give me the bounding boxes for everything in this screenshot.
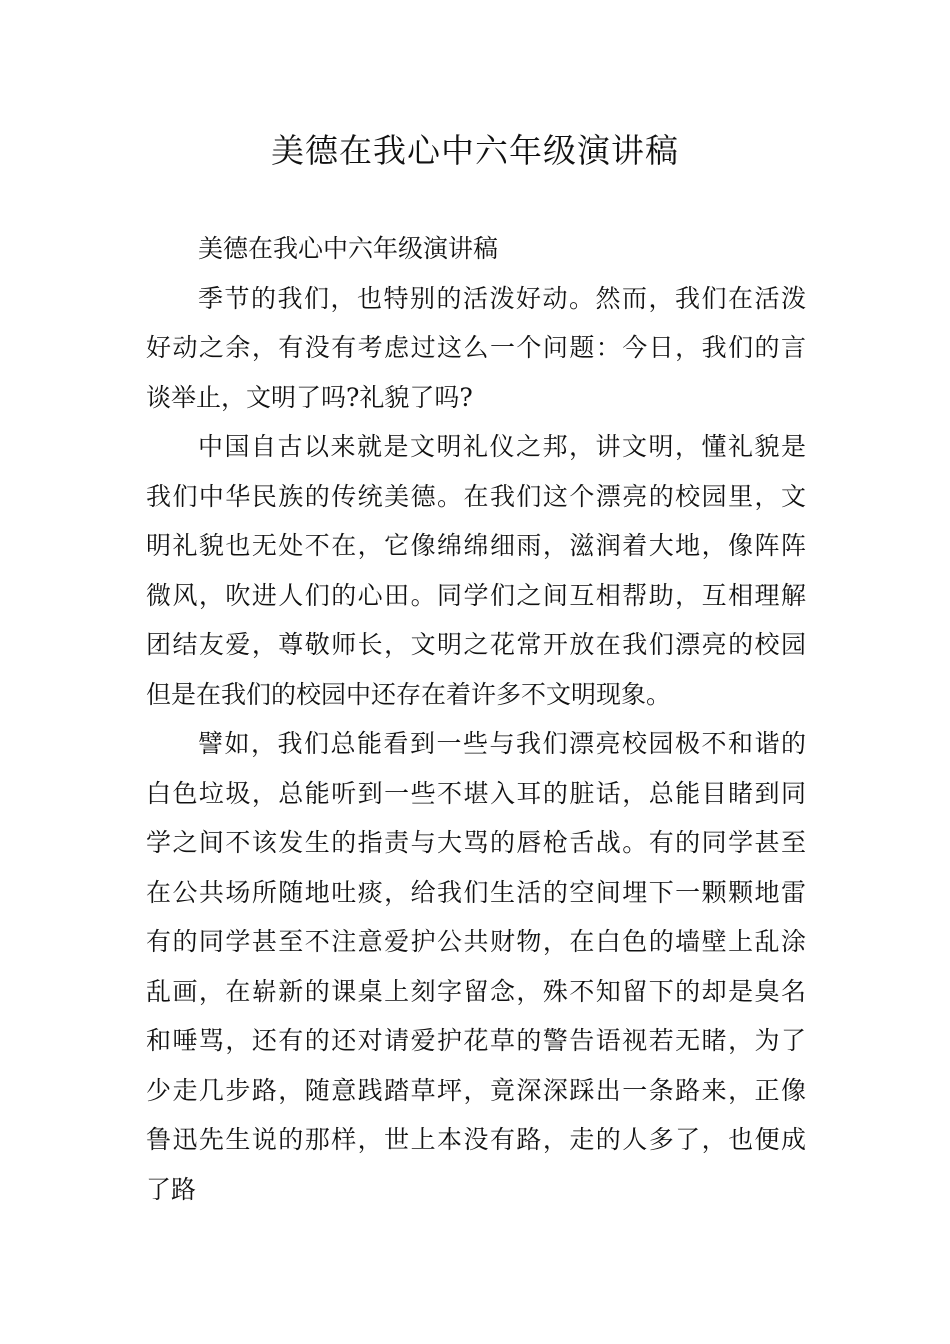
paragraph-line: 中国自古以来就是文明礼仪之邦，讲文明，懂礼貌是 bbox=[198, 432, 806, 461]
paragraph-line: 白色垃圾，总能听到一些不堪入耳的脏话，总能目睹到同 bbox=[146, 778, 806, 808]
paragraph-line: 谈举止，文明了吗?礼貌了吗? bbox=[146, 382, 473, 412]
paragraph-line: 学之间不该发生的指责与大骂的唇枪舌战。有的同学甚至 bbox=[146, 828, 806, 857]
paragraph-line: 乱画，在崭新的课桌上刻字留念，殊不知留下的却是臭名 bbox=[146, 976, 806, 1006]
paragraph-line: 在公共场所随地吐痰，给我们生活的空间埋下一颗颗地雷 bbox=[146, 877, 806, 907]
paragraph-line: 有的同学甚至不注意爱护公共财物，在白色的墙壁上乱涂 bbox=[146, 927, 806, 956]
paragraph-line: 和唾骂，还有的还对请爱护花草的警告语视若无睹，为了 bbox=[146, 1026, 806, 1055]
paragraph-line: 鲁迅先生说的那样，世上本没有路，走的人多了，也便成 bbox=[146, 1125, 806, 1154]
paragraph-line: 美德在我心中六年级演讲稿 bbox=[198, 234, 499, 263]
paragraph-line: 了路 bbox=[146, 1174, 197, 1204]
document-title: 美德在我心中六年级演讲稿 bbox=[271, 131, 679, 170]
paragraph-line: 但是在我们的校园中还存在着许多不文明现象。 bbox=[146, 679, 672, 709]
paragraph-line: 微风，吹进人们的心田。同学们之间互相帮助，互相理解 bbox=[146, 580, 806, 610]
paragraph-line: 明礼貌也无处不在，它像绵绵细雨，滋润着大地，像阵阵 bbox=[146, 531, 806, 560]
paragraph-line: 好动之余，有没有考虑过这么一个问题：今日，我们的言 bbox=[146, 333, 806, 362]
paragraph-line: 我们中华民族的传统美德。在我们这个漂亮的校园里，文 bbox=[146, 481, 806, 511]
paragraph-line: 季节的我们，也特别的活泼好动。然而，我们在活泼 bbox=[198, 283, 806, 313]
paragraph-line: 团结友爱，尊敬师长，文明之花常开放在我们漂亮的校园 bbox=[146, 630, 806, 659]
paragraph-line: 少走几步路，随意践踏草坪，竟深深踩出一条路来，正像 bbox=[146, 1075, 806, 1105]
document-body bbox=[146, 224, 806, 1214]
paragraph-line: 譬如，我们总能看到一些与我们漂亮校园极不和谐的 bbox=[198, 729, 806, 758]
